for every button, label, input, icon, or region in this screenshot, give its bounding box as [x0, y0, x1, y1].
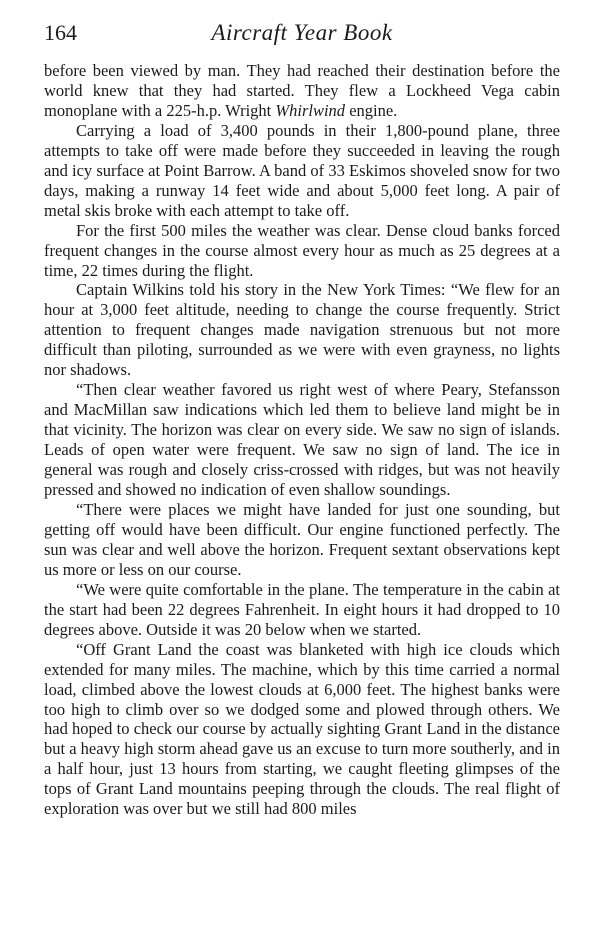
paragraph: For the first 500 miles the weather was clear. Dense cloud banks forced frequent changes in the course almost every hour as much as 25 degrees at a time, 22 times during the flight.	[44, 220, 560, 280]
paragraph: Captain Wilkins told his story in the New York Times: “We flew for an hour at 3,000 feet altitude, needing to change the course frequently. Strict attention to frequent changes made navigation strenuous but not more difficult than piloting, surrounded as we were with even grayness, no lights nor shadows.	[44, 280, 560, 380]
running-head	[44, 18, 560, 48]
paragraph-text: engine.	[345, 100, 398, 120]
paragraph-continued	[44, 61, 560, 121]
paragraph: “There were places we might have landed for just one sounding, but getting off would have been difficult. Our engine functioned perfectly. The sun was clear and well above the horizon. Frequent sextant observations kept us more or less on our course.	[44, 499, 560, 579]
paragraph: “Then clear weather favored us right west of where Peary, Stefansson and MacMillan saw indications which led them to believe land might be in that vicinity. The horizon was clear on every side. We saw no sign of islands. Leads of open water were frequent. We saw no sign of land. The ice in general was rough and closely criss-crossed with ridges, but was not heavily pressed and showed no indication of even shallow soundings.	[44, 380, 560, 500]
paragraph: “Off Grant Land the coast was blanketed with high ice clouds which extended for many miles. The machine, which by this time carried a normal load, climbed above the lowest clouds at 6,000 feet. The highest banks were too high to climb over so we dodged some and plowed through others. We had hoped to check our course by actually sighting Grant Land in the distance but a heavy high storm ahead gave us an excuse to turn more southerly, and in a half hour, just 13 hours from starting, we caught fleeting glimpses of the tops of Grant Land mountains peeping through the clouds. The real flight of exploration was over but we still had 800 miles	[44, 639, 560, 819]
paragraph: Carrying a load of 3,400 pounds in their 1,800-pound plane, three attempts to take off were made before they succeeded in leaving the rough and icy surface at Point Barrow. A band of 33 Eskimos shoveled snow for two days, making a runway 14 feet wide and about 5,000 feet long. A pair of metal skis broke with each attempt to take off.	[44, 120, 560, 220]
body-text	[44, 61, 560, 819]
page-number: 164	[44, 20, 77, 45]
engine-name-italic: Whirlwind	[275, 100, 346, 120]
paragraph-text: before been viewed by man. They had reached their destination before the world knew that they had started. They flew a Lockheed Vega cabin monoplane with a 225-h.p. Wright	[44, 61, 560, 120]
paragraph: “We were quite comfortable in the plane. The temperature in the cabin at the start had been 22 degrees Fahrenheit. In eight hours it had dropped to 10 degrees above. Outside it was 20 below when we started.	[44, 579, 560, 639]
book-title: Aircraft Year Book	[211, 20, 393, 45]
